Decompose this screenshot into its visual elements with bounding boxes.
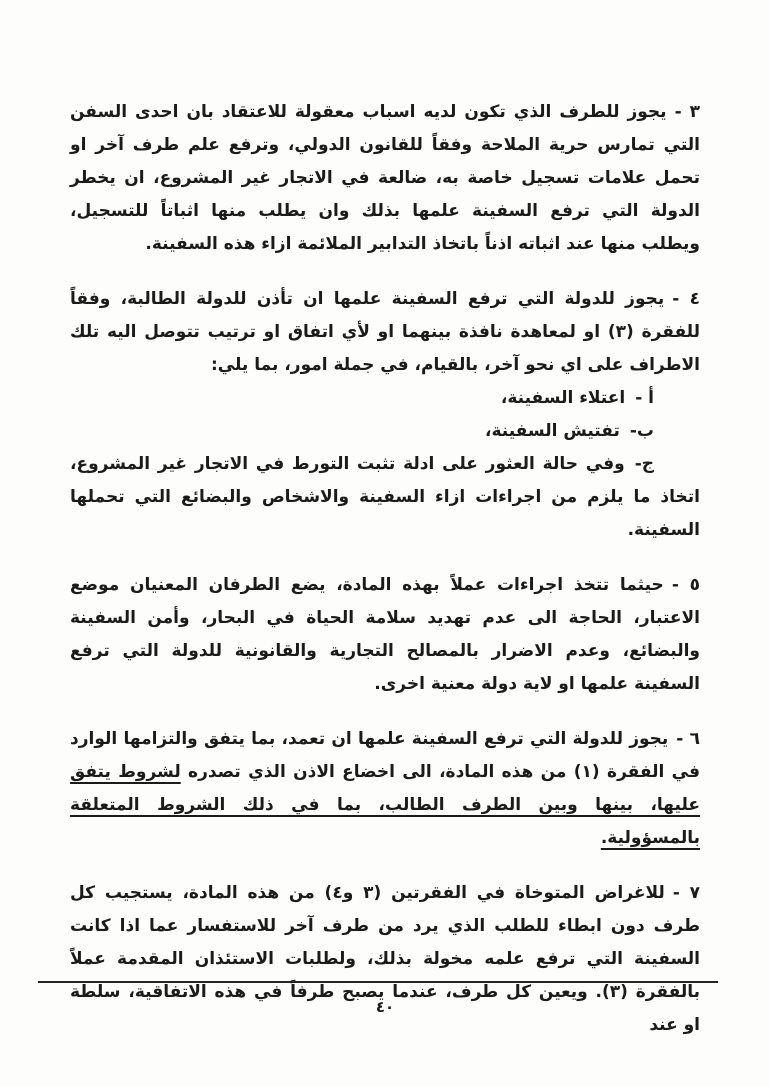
- paragraph-3-text: يجوز للطرف الذي تكون لديه اسباب معقولة للاعتقاد بان احدى السفن التي تمارس حرية الملاحة وفقاً للقانون الدولي، وترفع علم طرف آخر او تحمل علامات تسجيل خاصة به، ضالعة في الاتجار غير المشروع، ان يخطر الدولة التي ترفع السفينة علمها بذلك وان يطلب منها اثباتاً للتسجيل، ويطلب منها عند اثباته اذناً باتخاذ التدابير الملائمة ازاء هذه السفينة.: [70, 102, 700, 254]
- paragraph-3: [70, 96, 700, 261]
- subitem-j-text: وفي حالة العثور على ادلة تثبت التورط في الاتجار غير المشروع، اتخاذ ما يلزم من اجراءات ازاء السفينة والاشخاص والبضائع التي تحملها السفينة.: [70, 454, 700, 540]
- paragraph-4: [70, 283, 700, 547]
- paragraph-5-text: حيثما تتخذ اجراءات عملاً بهذه المادة، يضع الطرفان المعنيان موضع الاعتبار، الحاجة الى عدم تهديد سلامة الحياة في البحار، وأمن السفينة والبضائع، وعدم الاضرار بالمصالح التجارية والقانونية للدولة التي ترفع السفينة علمها او لاية دولة معنية اخرى.: [70, 575, 700, 694]
- subitem-a-marker: أ -: [635, 388, 654, 408]
- paragraph-7-number: ٧ -: [672, 883, 700, 903]
- subitem-j-marker: ج-: [634, 454, 654, 474]
- subitem-a: [70, 382, 700, 415]
- subitem-j: [70, 448, 700, 547]
- subitem-a-text: اعتلاء السفينة،: [500, 388, 626, 408]
- subitem-b-marker: ب-: [629, 421, 654, 441]
- text-block: [70, 96, 700, 1064]
- paragraph-6: [70, 723, 700, 855]
- subitem-b: [70, 415, 700, 448]
- paragraph-4-intro: [70, 283, 700, 382]
- paragraph-6-underlined-text: لشروط يتفق عليها، بينها وبين الطرف الطالب، بما في ذلك الشروط المتعلقة بالمسؤولية.: [70, 762, 700, 848]
- paragraph-7: [70, 877, 700, 1042]
- page-number: ٤٠: [375, 998, 395, 1016]
- paragraph-6-text: يجوز للدولة التي ترفع السفينة علمها ان تعمد، بما يتفق والتزامها الوارد في الفقرة (١) من هذه المادة، الى اخضاع الاذن الذي تصدره: [70, 729, 700, 782]
- subitem-b-text: تفتيش السفينة،: [485, 421, 620, 441]
- paragraph-6-number: ٦ -: [676, 729, 700, 749]
- footer-rule: [38, 981, 718, 983]
- paragraph-5-number: ٥ -: [671, 575, 700, 595]
- paragraph-3-number: ٣ -: [674, 102, 700, 122]
- paragraph-4-number: ٤ -: [672, 289, 700, 309]
- paragraph-7-text: للاغراض المتوخاة في الفقرتين (٣ و٤) من هذه المادة، يستجيب كل طرف دون ابطاء للطلب الذي يرد من طرف آخر للاستفسار عما اذا كانت السفينة التي ترفع علمه مخولة بذلك، ولطلبات الاستئذان المقدمة عملاً بالفقرة (٣). ويعين كل طرف، عندما يصبح طرفاً في هذه الاتفاقية، سلطة او عند: [70, 883, 700, 1035]
- paragraph-5: [70, 569, 700, 701]
- paragraph-4-text: يجوز للدولة التي ترفع السفينة علمها ان تأذن للدولة الطالبة، وفقاً للفقرة (٣) او لمعاهدة نافذة بينهما او لأي اتفاق او ترتيب تتوصل اليه تلك الاطراف على اي نحو آخر، بالقيام، في جملة امور، بما يلي:: [70, 289, 700, 375]
